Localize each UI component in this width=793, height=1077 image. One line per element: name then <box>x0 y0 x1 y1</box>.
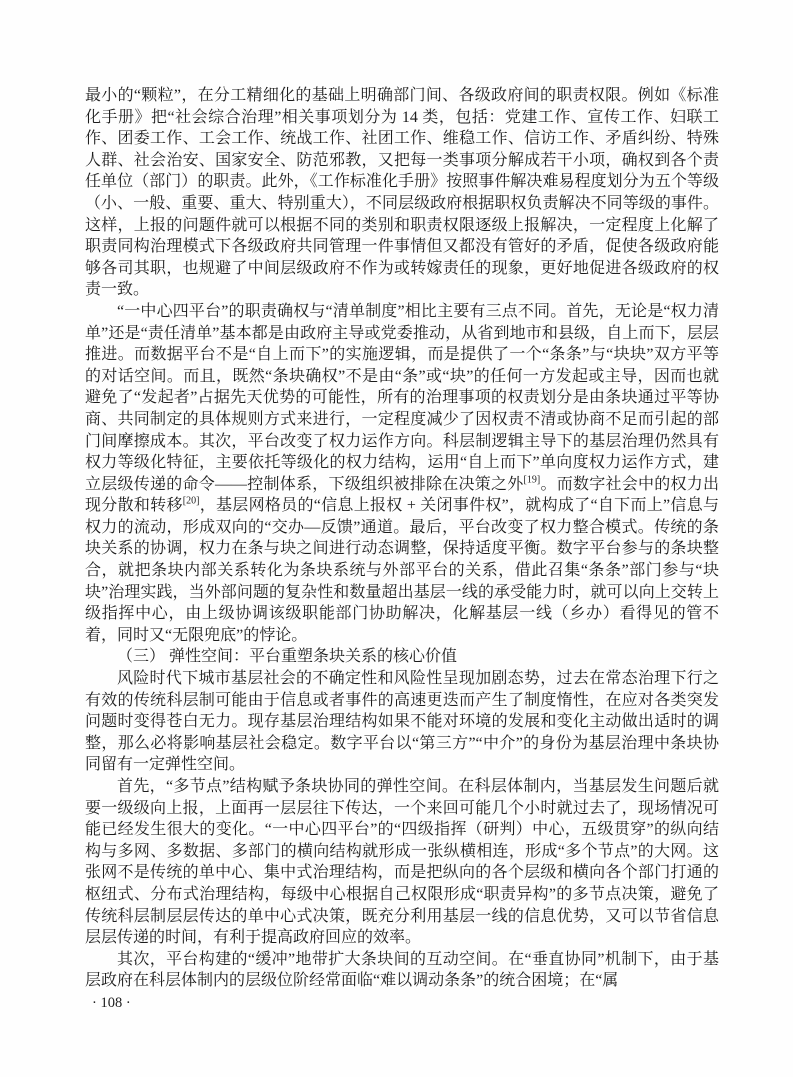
paragraph-text: 。而数字社会中的权力出现分散和转移 <box>85 475 719 515</box>
paragraph-text: ，基层网格员的“信息上报权 + 关闭事件权”，就构成了“自下而上”信息与权力的流动，形成双向的“交办—反馈”通道。最后，平台改变了权力整合模式。传统的条块关系的协调，权力在条与块之间进行动态调整，保持适度平衡。数字平台参与的条块整合，就把条块内部关系转化为条块系统与外部平台的关系，借此召集“条条”部门参与“块块”治理实践，当外部问题的复杂性和数量超出基层一线的承受能力时，就可以向上交转上级指挥中心，由上级协调该级职能部门协助解决，化解基层一线（乡办）看得见的管不着，同时又“无限兜底”的悖论。 <box>85 497 719 644</box>
body-text <box>85 85 719 992</box>
page-number: · 108 · <box>92 995 131 1011</box>
paragraph-risk-era: 风险时代下城市基层社会的不确定性和风险性呈现加剧态势，过去在常态治理下行之有效的传统科层制可能由于信息或者事件的高速更迭而产生了制度惰性，在应对各类突发问题时变得苍白无力。现存基层治理结构如果不能对环境的发展和变化主动做出适时的调整，那么必将影响基层社会稳定。数字平台以“第三方”“中介”的身份为基层治理中条块协同留有一定弹性空间。 <box>85 670 719 774</box>
paragraph-continuation: 最小的“颗粒”，在分工精细化的基础上明确部门间、各级政府间的职责权限。例如《标准化手册》把“社会综合治理”相关事项划分为 14 类，包括：党建工作、宣传工作、妇联工作、团委工作、工会工作、统战工作、社团工作、维稳工作、信访工作、矛盾纠纷、特殊人群、社会治安、国家安全、防范邪教，又把每一类事项分解成若干小项，确权到各个责任单位（部门）的职责。此外，《工作标准化手册》按照事件解决难易程度划分为五个等级（小、一般、重要、重大、特别重大），不同层级政府根据职权负责解决不同等级的事件。这样，上报的问题件就可以根据不同的类别和职责权限逐级上报解决，一定程度上化解了职责同构治理模式下各级政府共同管理一件事情但又都没有管好的矛盾，促使各级政府能够各司其职，也规避了中间层级政府不作为或转嫁责任的现象，更好地促进各级政府的权责一致。 <box>85 87 719 299</box>
paragraph-platform-differences <box>85 301 719 647</box>
paragraph-multi-node: 首先，“多节点”结构赋予条块协同的弹性空间。在科层体制内，当基层发生问题后就要一级级向上报，上面再一层层往下传达，一个来回可能几个小时就过去了，现场情况可能已经发生很大的变化。“一中心四平台”的“四级指挥（研判）中心，五级贯穿”的纵向结构与多网、多数据、多部门的横向结构就形成一张纵横相连，形成“多个节点”的大网。这张网不是传统的单中心、集中式治理结构，而是把纵向的各个层级和横向各个部门打通的枢纽式、分布式治理结构，每级中心根据自己权限形成“职责异构”的多节点决策，避免了传统科层制层层传达的单中心式决策，既充分利用基层一线的信息优势，又可以节省信息层层传递的时间，有利于提高政府回应的效率。 <box>85 778 719 947</box>
citation-ref-20: [20] <box>182 495 200 507</box>
paragraph-buffer-zone: 其次，平台构建的“缓冲”地带扩大条块间的互动空间。在“垂直协同”机制下，由于基层政府在科层体制内的层级位阶经常面临“难以调动条条”的统合困境；在“属 <box>85 950 719 990</box>
section-heading: （三） 弹性空间：平台重塑条块关系的核心价值 <box>117 648 458 666</box>
paragraph-text: “一中心四平台”的职责确权与“清单制度”相比主要有三点不同。首先，无论是“权力清单”还是“责任清单”基本都是由政府主导或党委推动，从省到地市和县级，自上而下，层层推进。而数据平台不是“自上而下”的实施逻辑，而是提供了一个“条条”与“块块”双方平等的对话空间。而且，既然“条块确权”不是由“条”或“块”的任何一方发起或主导，因而也就避免了“发起者”占据先天优势的可能性，所有的治理事项的权责划分是由条块通过平等协商、共同制定的具体规则方式来进行，一定程度减少了因权责不清或协商不足而引起的部门间摩擦成本。其次，平台改变了权力运作方向。科层制逻辑主导下的基层治理仍然具有权力等级化特征，主要依托等级化的权力结构，运用“自上而下”单向度权力运作方式，建立层级传递的命令——控制体系，下级组织被排除在决策之外 <box>85 302 719 493</box>
citation-ref-19: [19] <box>523 474 541 486</box>
